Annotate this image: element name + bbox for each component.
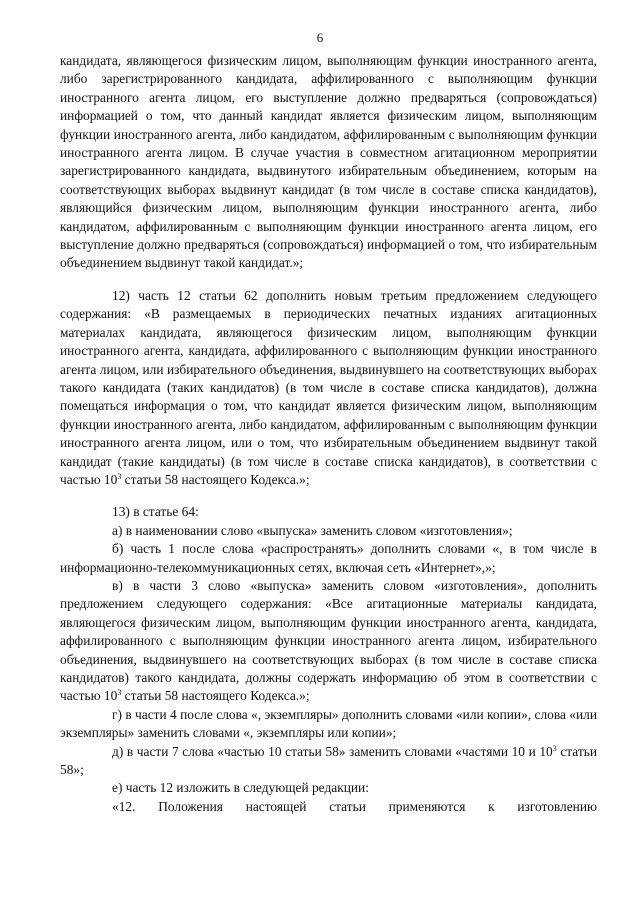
paragraph-gap <box>60 273 597 287</box>
subitem-b <box>60 540 597 577</box>
document-body <box>60 52 597 816</box>
paragraph-item-13 <box>60 503 597 521</box>
paragraph-text: г) в части 4 после слова «, экземпляры» дополнить словами «или копии», слова «или экземпляры» заменить словами «, экземпляры или копии»; <box>60 706 597 741</box>
quoted-part-12 <box>60 798 597 816</box>
paragraph-text: а) в наименовании слово «выпуска» заменить словом «изготовления»; <box>112 522 513 538</box>
paragraph-text-tail: статьи 58 настоящего Кодекса.»; <box>121 471 310 487</box>
paragraph-text: кандидата, являющегося физическим лицом, выполняющим функции иностранного агента, либо зарегистрированного кандидата, аффилированного с выполняющим функции иностранного агента лицом, его выступление должно предваряться (сопровождаться) информацией о том, что данный кандидат является физическим лицом, выполняющим функции иностранного агента, либо кандидатом, аффилированным с выполняющим функции иностранного агента лицом. В случае участия в совместном агитационном мероприятии зарегистрированного кандидата, выдвинутого избирательным объединением, которым на соответствующих выборах выдвинут кандидат (в том числе в составе списка кандидатов), являющийся физическим лицом, выполняющим функции иностранного агента, либо кандидатом, аффилированным с выполняющим функции иностранного агента лицом, его выступление должно предваряться (сопровождаться) информацией о том, что избирательным объединением выдвинут такой кандидат.»; <box>60 53 597 271</box>
subitem-g <box>60 706 597 743</box>
paragraph-continuation <box>60 52 597 273</box>
subitem-e <box>60 779 597 797</box>
paragraph-gap <box>60 489 597 503</box>
paragraph-text: в) в части 3 слово «выпуска» заменить словом «изготовления», дополнить предложением следующего содержания: «Все агитационные материалы кандидата, являющегося физическим лицом, выполняющим функции иностранного агента, кандидата, аффилированного с выполняющим функции иностранного агента лицом, избирательного объединения, выдвинувшего на соответствующих выборах (в том числе в составе списка кандидатов) такого кандидата, должны содержать информацию об этом в соответствии с частью 10 <box>60 577 597 704</box>
paragraph-text: 13) в статье 64: <box>112 504 199 520</box>
paragraph-text-tail: статьи 58»; <box>60 743 598 778</box>
subitem-v <box>60 577 597 706</box>
paragraph-text: б) часть 1 после слова «распространять» дополнить словами «, в том числе в информационно-телекоммуникационных сетях, включая сеть «Интернет»,»; <box>60 541 597 575</box>
paragraph-text: д) в части 7 слова «частью 10 статьи 58» заменить словами «частями 10 и 10 <box>112 743 553 759</box>
paragraph-item-12 <box>60 287 597 489</box>
paragraph-text: 12) часть 12 статьи 62 дополнить новым третьим предложением следующего содержания: «В размещаемых в периодических печатных изданиях агитационных материалах кандидата, являющегося физическим лицом, выполняющим функции иностранного агента, кандидата, аффилированного с выполняющим функции иностранного агента лицом, или избирательного объединения, выдвинувшего на соответствующих выборах такого кандидата (таких кандидатов) (в том числе в составе списка кандидатов), должна помещаться информация о том, что кандидат является физическим лицом, выполняющим функции иностранного агента, либо кандидатом, аффилированным с выполняющим функции иностранного агента лицом, или о том, что избирательным объединением выдвинут такой кандидат (такие кандидаты) (в том числе в составе списка кандидатов), в соответствии с частью 10 <box>60 287 597 487</box>
paragraph-text-tail: статьи 58 настоящего Кодекса.»; <box>121 688 310 704</box>
paragraph-text: «12. Положения настоящей статьи применяются к изготовлению <box>112 798 597 814</box>
paragraph-text: е) часть 12 изложить в следующей редакции: <box>112 780 369 796</box>
page-number: 6 <box>316 30 324 45</box>
subitem-d <box>60 743 597 780</box>
superscript: 3 <box>117 471 122 481</box>
superscript: 3 <box>552 743 557 753</box>
subitem-a <box>60 522 597 540</box>
superscript: 3 <box>117 688 122 698</box>
